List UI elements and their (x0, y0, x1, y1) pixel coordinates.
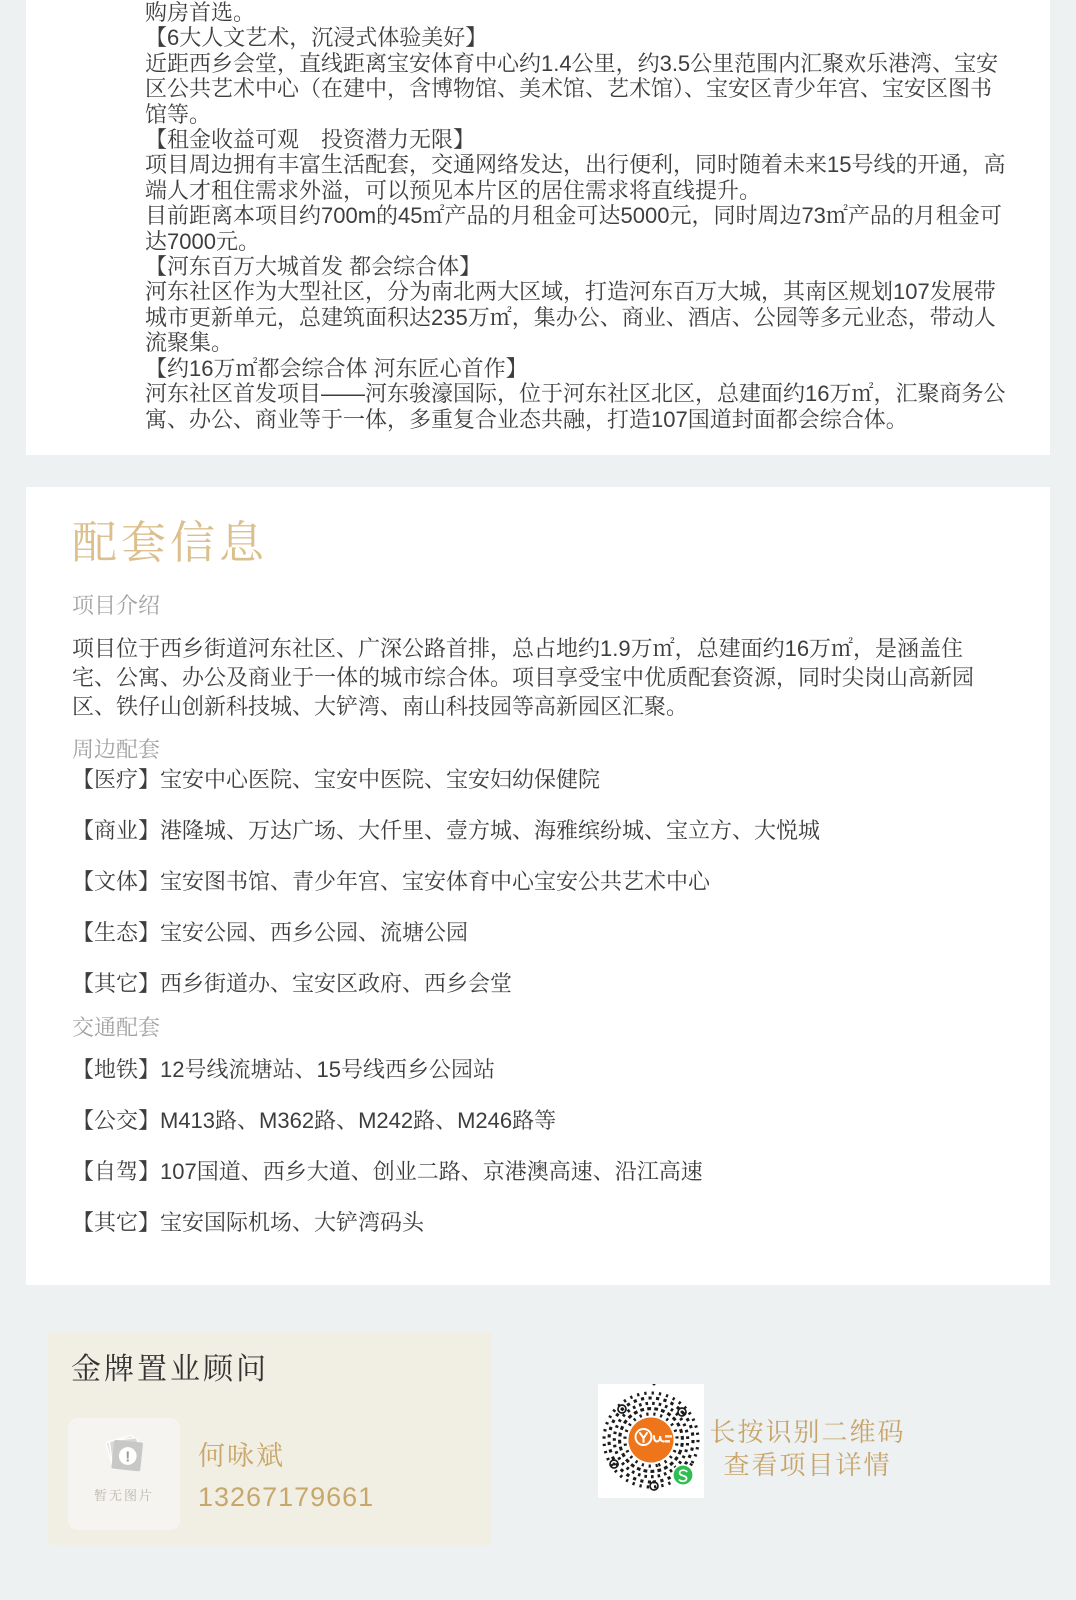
nearby-items-group (72, 765, 1006, 999)
no-image-label: 暂无图片 (93, 1488, 154, 1503)
section-label-project-intro: 项目介绍 (72, 593, 161, 618)
article-paragraph: 近距西乡会堂，直线距离宝安体育中心约1.4公里，约3.5公里范围内汇聚欢乐港湾、宝安区公共艺术中心（在建中，含博物馆、美术馆、艺术馆）、宝安区青少年宫、宝安区图书馆等。 (145, 50, 999, 127)
article-paragraph: 项目周边拥有丰富生活配套，交通网络发达，出行便利，同时随着未来15号线的开通，高端人才租住需求外溢，可以预见本片区的居住需求将直线提升。 (145, 152, 1006, 203)
photo-placeholder (68, 1418, 180, 1530)
transport-item: 【地铁】12号线流塘站、15号线西乡公园站 (72, 1057, 495, 1082)
stacked-photos-icon (96, 1428, 152, 1484)
article-paragraph: 河东社区首发项目——河东骏濠国际，位于河东社区北区，总建面约16万㎡，汇聚商务公寓、办公、商业等于一体，多重复合业态共融，打造107国道封面都会综合体。 (145, 381, 1006, 432)
transport-items-group (72, 1055, 1006, 1238)
consultant-card (48, 1331, 491, 1545)
card-gap (0, 455, 1076, 487)
article-heading: 【租金收益可观 投资潜力无限】 (145, 127, 476, 153)
article-heading: 【河东百万大城首发 都会综合体】 (145, 254, 482, 280)
qr-logo (629, 1418, 674, 1463)
qr-caption-line1: 长按识别二维码 (709, 1417, 906, 1447)
article-clipped-line: 购房首选。 (145, 0, 256, 25)
transport-item: 【自驾】107国道、西乡大道、创业二路、京港澳高速、沿江高速 (72, 1159, 703, 1184)
qr-caption-line2: 查看项目详情 (723, 1450, 892, 1480)
consultant-phone[interactable]: 13267179661 (198, 1482, 375, 1512)
article-paragraph: 目前距离本项目约700m的45㎡产品的月租金可达5000元，同时周边73㎡产品的月租金可达7000元。 (145, 203, 1002, 254)
section-label-transport: 交通配套 (72, 1015, 161, 1040)
nearby-item: 【医疗】宝安中心医院、宝安中医院、宝安妇幼保健院 (72, 767, 601, 792)
qr-caption (700, 1416, 915, 1482)
consultant-info (198, 1439, 374, 1513)
section-label-nearby: 周边配套 (72, 737, 161, 762)
article-paragraph: 河东社区作为大型社区，分为南北两大区域，打造河东百万大城，其南区规划107发展带城市更新单元，总建筑面积达235万㎡，集办公、商业、酒店、公园等多元业态，带动人流聚集。 (145, 279, 996, 356)
project-intro-text: 项目位于西乡街道河东社区、广深公路首排，总占地约1.9万㎡，总建面约16万㎡，是涵盖住宅、公寓、办公及商业于一体的城市综合体。项目享受宝中优质配套资源，同时尖岗山高新园区、铁仔山创新科技城、大铲湾、南山科技园等高新园区汇聚。 (72, 636, 975, 719)
nearby-item: 【文体】宝安图书馆、青少年宫、宝安体育中心宝安公共艺术中心 (72, 869, 711, 894)
consultant-name: 何咏斌 (198, 1441, 285, 1471)
article-heading: 【6大人文艺术，沉浸式体验美好】 (145, 25, 488, 51)
article-heading: 【约16万㎡都会综合体 河东匠心首作】 (145, 355, 528, 381)
consultant-section (0, 1285, 1076, 1600)
page-title: 配套信息 (72, 517, 269, 568)
transport-item: 【公交】M413路、M362路、M242路、M246路等 (72, 1108, 557, 1133)
nearby-item: 【其它】西乡街道办、宝安区政府、西乡会堂 (72, 971, 513, 996)
facilities-info-card (26, 487, 1050, 1285)
nearby-item: 【生态】宝安公园、西乡公园、流塘公园 (72, 920, 469, 945)
nearby-item: 【商业】港隆城、万达广场、大仟里、壹方城、海雅缤纷城、宝立方、大悦城 (72, 818, 821, 843)
qr-code-image[interactable] (598, 1384, 704, 1498)
wechat-badge-icon (673, 1465, 693, 1485)
consultant-section-title: 金牌置业顾问 (71, 1353, 269, 1386)
svg-text:!: ! (125, 1448, 131, 1466)
transport-item: 【其它】宝安国际机场、大铲湾码头 (72, 1210, 425, 1235)
article-card (26, 0, 1050, 455)
